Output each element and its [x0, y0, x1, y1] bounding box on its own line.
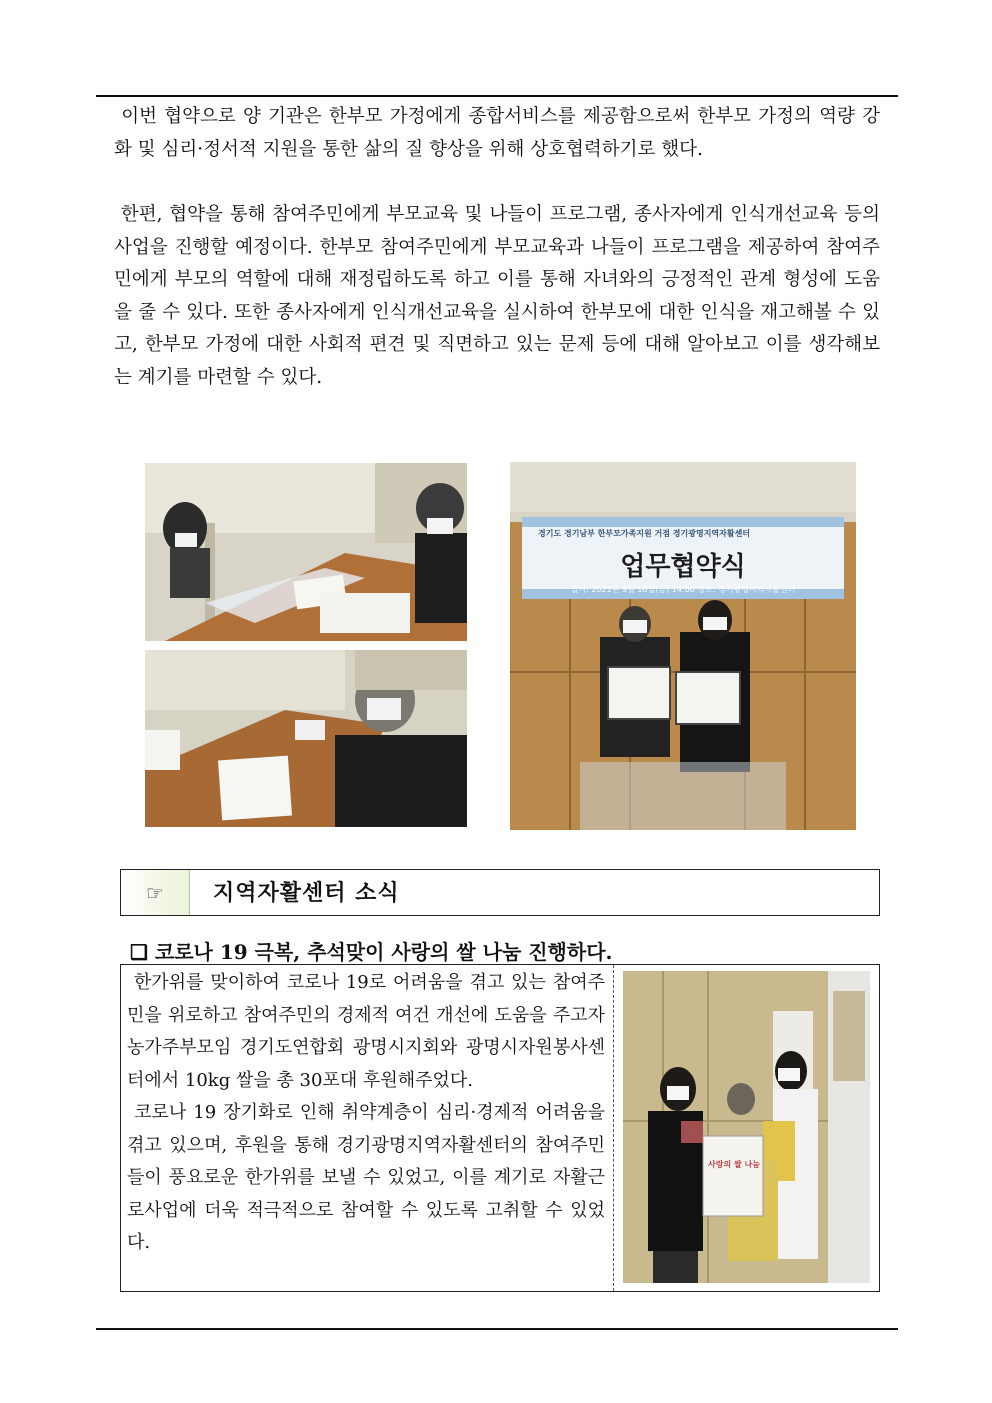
news-paragraph-1: 한가위를 맞이하여 코로나 19로 어려움을 겪고 있는 참여주민을 위로하고 참여주민의 경제적 여건 개선에 도움을 주고자 농가주부모임 경기도연합회 광명시지회와 광명시자원봉사센터에서 10kg 쌀을 총 30포대 후원해주었다.: [127, 972, 605, 1091]
body-paragraph-2: 한편, 협약을 통해 참여주민에게 부모교육 및 나들이 프로그램, 종사자에게 인식개선교육 등의 사업을 진행할 예정이다. 한부모 참여주민에게 부모교육과 나들이 프로그램을 제공하여 참여주민에게 부모의 역할에 대해 재정립하도록 하고 이를 통해 자녀와의 긍정적인 관계 형성에 도움을 줄 수 있다. 또한 종사자에게 인식개선교육을 실시하여 한부모에 대한 인식을 재고해볼 수 있고, 한부모 가정에 대한 사회적 편견 및 직면하고 있는 문제 등에 대해 알아보고 이를 생각해보는 계기를 마련할 수 있다.: [114, 204, 880, 388]
signing-photo-1-illustration: [145, 463, 467, 641]
news-box: [120, 964, 880, 1292]
square-bullet-icon: ❑: [130, 940, 148, 964]
banner-org-line: 경기도 경기남부 한부모가족지원 거점 경기광명지역자활센터: [538, 529, 751, 538]
news-paragraph-2: 코로나 19 장기화로 인해 취약계층이 심리·경제적 어려움을 겪고 있으며, 후원을 통해 경기광명지역자활센터의 참여주민들이 풍요로운 한가위를 보낼 수 있었고, 이를 계기로 자활근로사업에 더욱 적극적으로 참여할 수 있도록 고취할 수 있었다.: [127, 1102, 605, 1253]
section-title: 지역자활센터 소식: [213, 881, 400, 906]
rice-sign-text: 사랑의 쌀 나눔: [708, 1160, 760, 1169]
news-divider: [613, 965, 614, 1291]
pointing-hand-glyph: ☞: [146, 880, 164, 905]
ceremony-photo: [510, 462, 856, 830]
news-headline: [130, 936, 612, 965]
news-headline-text: 코로나 19 극복, 추석맞이 사랑의 쌀 나눔 진행하다.: [154, 940, 613, 964]
top-rule: [96, 95, 898, 97]
ceremony-photo-illustration: [510, 462, 856, 830]
signing-photo-2-illustration: [145, 650, 467, 827]
banner-title: 업무협약식: [620, 552, 746, 582]
rice-donation-photo: [623, 971, 870, 1283]
body-paragraph-1: 이번 협약으로 양 기관은 한부모 가정에게 종합서비스를 제공함으로써 한부모 가정의 역량 강화 및 심리·정서적 지원을 통한 삶의 질 향상을 위해 상호협력하기로 했다.: [114, 106, 880, 160]
bottom-rule: [96, 1328, 898, 1330]
pointing-hand-icon: [121, 870, 190, 915]
news-body: [127, 967, 605, 1260]
section-header: [120, 869, 880, 916]
rice-donation-photo-illustration: [623, 971, 870, 1283]
signing-photo-2: [145, 650, 467, 827]
signing-photo-1: [145, 463, 467, 641]
banner-date-line: 일시: 2021년 9월 10일(금) 14:00 장소: 경기광명지역자활센터: [570, 585, 796, 594]
